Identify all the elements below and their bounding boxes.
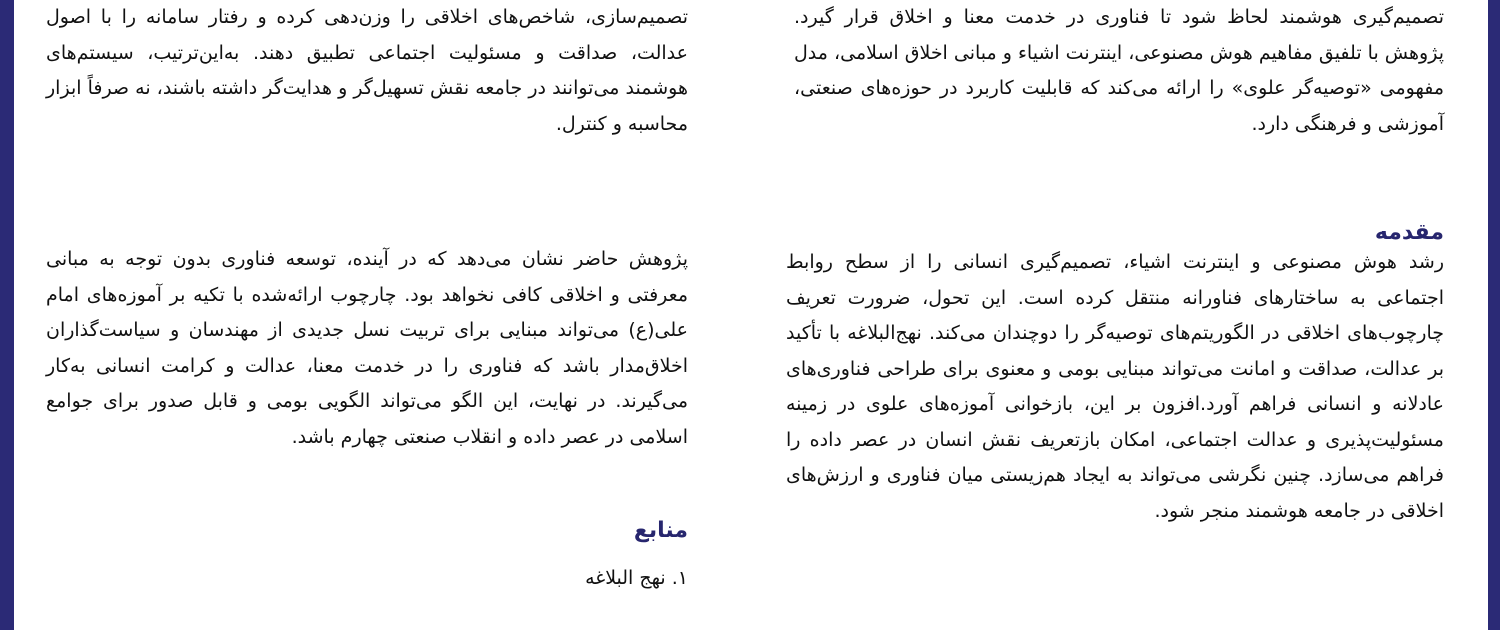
abstract-text: تصمیم‌گیری هوشمند لحاظ شود تا فناوری در خدمت معنا و اخلاق قرار گیرد. پژوهش با تلفیق مفاهیم هوش مصنوعی، اینترنت اشیاء و مبانی اخلاق اسلامی، مدل مفهومی «توصیه‌گر علوی» را ارائه می‌کند که قابلیت کاربرد در حوزه‌های صنعتی، آموزشی و فرهنگی دارد. [794, 6, 1444, 135]
page-border-right [1488, 0, 1500, 630]
right-column [794, 0, 1444, 142]
conclusion-section [46, 242, 688, 455]
page-border-left [0, 0, 14, 630]
intro-heading: مقدمه [1374, 220, 1444, 245]
references-section [46, 518, 688, 596]
left-column [46, 0, 688, 142]
conclusion-text: پژوهش حاضر نشان می‌دهد که در آینده، توسعه فناوری بدون توجه به مبانی معرفتی و اخلاقی کافی نخواهد بود. چارچوب ارائه‌شده با تکیه بر آموزه‌های امام علی(ع) می‌تواند مبنایی برای تربیت نسل جدیدی از مهندسان و سیاست‌گذاران اخلاق‌مدار باشد که فناوری را در خدمت معنا، عدالت و کرامت انسانی به‌کار می‌گیرند. در نهایت، این الگو می‌تواند الگویی بومی و قابل صدور برای جوامع اسلامی در عصر داده و انقلاب صنعتی چهارم باشد. [46, 248, 688, 448]
intro-text: رشد هوش مصنوعی و اینترنت اشیاء، تصمیم‌گیری انسانی را از سطح روابط اجتماعی به ساختارهای فناورانه منتقل کرده است. این تحول، ضرورت تعریف چارچوب‌های اخلاقی در الگوریتم‌های توصیه‌گر را دوچندان می‌کند. نهج‌البلاغه با تأکید بر عدالت، صداقت و امانت می‌تواند مبنایی بومی و معنوی برای طراحی فناوری‌های عادلانه و انسانی فراهم آورد.افزون بر این، بازخوانی آموزه‌های علوی در زمینه مسئولیت‌پذیری و عدالت اجتماعی، امکان بازتعریف نقش انسان در عصر داده را فراهم می‌سازد. چنین نگرشی می‌تواند به ایجاد هم‌زیستی میان فناوری و ارزش‌های اخلاقی در جامعه هوشمند منجر شود. [786, 251, 1444, 522]
references-heading: منابع [633, 518, 688, 543]
intro-section [786, 220, 1444, 529]
method-text: تصمیم‌سازی، شاخص‌های اخلاقی را وزن‌دهی کرده و رفتار سامانه را با اصول عدالت، صداقت و مسئولیت اجتماعی تطبیق دهند. به‌این‌ترتیب، سیستم‌های هوشمند می‌توانند در جامعه نقش تسهیل‌گر و هدایت‌گر داشته باشند، نه صرفاً ابزار محاسبه و کنترل. [46, 6, 688, 135]
reference-item: ۱. نهج البلاغه [585, 567, 688, 589]
